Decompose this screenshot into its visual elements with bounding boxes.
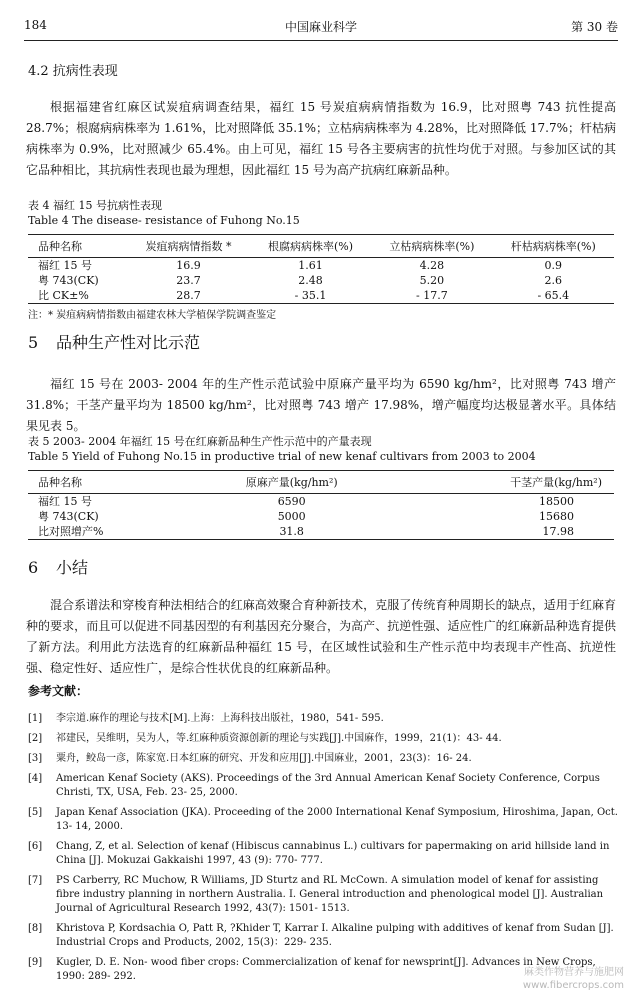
reference-item bbox=[28, 732, 618, 746]
table-cell: 2.6 bbox=[544, 274, 563, 287]
table-cell: 31.8 bbox=[204, 524, 380, 540]
table-row bbox=[28, 288, 614, 304]
site-watermark bbox=[523, 966, 624, 992]
watermark-line-cn: 麻类作物营养与施肥网 bbox=[524, 967, 624, 978]
table-4-header-cell: 根腐病病株率(%) bbox=[250, 235, 371, 258]
table-row bbox=[28, 524, 614, 540]
table-row bbox=[28, 509, 614, 524]
section-6-heading bbox=[28, 555, 88, 578]
table-5-header-row bbox=[28, 471, 614, 494]
table-cell: 15680 bbox=[539, 510, 574, 523]
table-4-header-cell: 立枯病病株率(%) bbox=[371, 235, 492, 258]
table-5-caption-cn: 表 5 2003- 2004 年福红 15 号在红麻新品种生产性示范中的产量表现 bbox=[28, 435, 372, 448]
reference-text: 李宗道.麻作的理论与技术[M].上海：上海科技出版社，1980，541- 595. bbox=[56, 713, 384, 724]
reference-number: [4] bbox=[28, 773, 43, 784]
reference-text: 粟舟，鲛岛一彦，陈家宽.日本红麻的研究、开发和应用[J].中国麻业，2001，23(3)：16- 24. bbox=[56, 753, 472, 764]
table-row bbox=[28, 273, 614, 288]
section-5-title: 品种生产性对比示范 bbox=[56, 333, 201, 352]
reference-text: American Kenaf Society (AKS). Proceedings of the 3rd Annual American Kenaf Society Conference, Corpus Christi, TX, USA, Feb. 23- 25, 2000. bbox=[56, 773, 600, 798]
reference-item bbox=[28, 840, 618, 868]
reference-text: Khristova P, Kordsachia O, Patt R, ?Khider T, Karrar I. Alkaline pulping with additives of kenaf from Sudan [J]. Industrial Crops and Products, 2002, 15(3)：229- 235. bbox=[56, 923, 614, 948]
running-header bbox=[24, 10, 618, 41]
table-row bbox=[28, 258, 614, 274]
reference-number: [2] bbox=[28, 733, 43, 744]
table-cell: 23.7 bbox=[176, 274, 201, 287]
reference-text: Chang, Z, et al. Selection of kenaf (Hibiscus cannabinus L.) cultivars for papermaking on arid hillside land in China [J]. Mokuzai Gakkaishi 1997, 43 (9): 770- 777. bbox=[56, 841, 610, 866]
table-5-header-cell: 原麻产量(kg/hm²) bbox=[204, 471, 380, 494]
table-4-header-row bbox=[28, 235, 614, 258]
reference-item bbox=[28, 874, 618, 916]
table-cell: 4.28 bbox=[419, 259, 445, 272]
table-cell: 5.20 bbox=[419, 274, 445, 287]
section-6-number: 6 bbox=[28, 558, 39, 577]
table-4 bbox=[28, 234, 614, 304]
table-cell: - 35.1 bbox=[250, 288, 371, 304]
reference-text: Kugler, D. E. Non- wood fiber crops: Commercialization of kenaf for newsprint[J]. Advances in New Crops, 1990: 289- 292. bbox=[56, 957, 596, 982]
table-cell: 粤 743(CK) bbox=[38, 510, 99, 523]
table-4-caption-en: Table 4 The disease- resistance of Fuhong No.15 bbox=[28, 214, 300, 227]
table-4-header-cell: 品种名称 bbox=[28, 235, 127, 258]
table-5-caption-en: Table 5 Yield of Fuhong No.15 in productive trial of new kenaf cultivars from 2003 to 2004 bbox=[28, 450, 536, 463]
reference-number: [3] bbox=[28, 753, 43, 764]
section-6-paragraph: 混合系谱法和穿梭育种法相结合的红麻高效聚合育种新技术，克服了传统育种周期长的缺点，适用于红麻育种的要求，而且可以促进不同基因型的有利基因充分聚合，为高产、抗逆性强、适应性广的红麻新品种选育提供了新方法。利用此方法选育的红麻新品种福红 15 号，在区域性试验和生产性示范中均表现丰产性高、抗逆性强、稳定性好、适应性广，是综合性状优良的红麻新品种。 bbox=[26, 598, 616, 675]
reference-number: [7] bbox=[28, 875, 43, 886]
volume-label: 第 30 卷 bbox=[571, 20, 618, 34]
section-5-number: 5 bbox=[28, 333, 39, 352]
references-list bbox=[28, 712, 618, 990]
table-cell: 17.98 bbox=[380, 524, 614, 540]
reference-item bbox=[28, 806, 618, 834]
table-4-header-cell: 杆枯病病株率(%) bbox=[493, 235, 614, 258]
table-cell: 比 CK±% bbox=[28, 288, 127, 304]
table-row bbox=[28, 494, 614, 510]
table-5-header-cell: 品种名称 bbox=[28, 471, 204, 494]
table-cell: 16.9 bbox=[176, 259, 201, 272]
reference-text: PS Carberry, RC Muchow, R Williams, JD Sturtz and RL McCown. A simulation model of kenaf for assisting fibre industry planning in northern Australia. I. General introduction and phenological model [J]. Australian Journal of Agricultural Research 1992, 43(7): 1501- 1513. bbox=[56, 875, 604, 914]
reference-text: Japan Kenaf Association (JKA). Proceeding of the 2000 International Kenaf Symposium, Hiroshima, Japan, Oct. 13- 14, 2000. bbox=[56, 807, 618, 832]
table-4-caption-cn: 表 4 福红 15 号抗病性表现 bbox=[28, 199, 162, 212]
table-cell: 6590 bbox=[277, 495, 306, 508]
section-4-2-paragraph: 根据福建省红麻区试炭疽病调查结果，福红 15 号炭疽病病情指数为 16.9，比对照粤 743 抗性提高 28.7%；根腐病病株率为 1.61%，比对照降低 35.1%；立枯病病株率为 4.28%，比对照降低 17.7%；杆枯病病株率为 0.9%，比对照减少 65.4%。由上可见，福红 15 号各主要病害的抗性均优于对照。与参加区试的其它品种相比，其抗病性表现也最为理想，因此福红 15 号为高产抗病红麻新品种。 bbox=[26, 100, 616, 177]
reference-number: [6] bbox=[28, 841, 43, 852]
watermark-line-url: www.fibercrops.com bbox=[522, 980, 624, 991]
table-cell: 比对照增产% bbox=[28, 524, 204, 540]
section-5-heading bbox=[28, 330, 200, 353]
table-cell: 福红 15 号 bbox=[38, 495, 92, 508]
reference-text: 祁建民，吴维明，吴为人，等.红麻种质资源创新的理论与实践[J].中国麻作，1999，21(1)：43- 44. bbox=[56, 733, 502, 744]
reference-number: [8] bbox=[28, 923, 43, 934]
table-cell: 1.61 bbox=[298, 259, 323, 272]
references-heading: 参考文献： bbox=[28, 684, 89, 698]
table-cell: 0.9 bbox=[544, 259, 563, 272]
reference-number: [5] bbox=[28, 807, 43, 818]
reference-number: [1] bbox=[28, 713, 43, 724]
table-cell: 5000 bbox=[277, 510, 306, 523]
table-cell: 粤 743(CK) bbox=[38, 274, 99, 287]
journal-name: 中国麻业科学 bbox=[284, 20, 357, 34]
reference-number: [9] bbox=[28, 957, 43, 968]
table-cell: - 17.7 bbox=[371, 288, 492, 304]
reference-item bbox=[28, 752, 618, 766]
table-cell: 18500 bbox=[539, 495, 574, 508]
table-4-header-cell: 炭疽病病情指数 * bbox=[127, 235, 250, 258]
page-number: 184 bbox=[24, 18, 47, 32]
section-5-paragraph: 福红 15 号在 2003- 2004 年的生产性示范试验中原麻产量平均为 6590 kg/hm²，比对照粤 743 增产 31.8%；干茎产量平均为 18500 kg/hm²，比对照粤 743 增产 17.98%，增产幅度均达极显著水平。具体结果见表 5。 bbox=[26, 377, 616, 433]
reference-item bbox=[28, 772, 618, 800]
table-5-header-cell: 干茎产量(kg/hm²) bbox=[380, 471, 614, 494]
table-cell: 福红 15 号 bbox=[38, 259, 92, 272]
reference-item bbox=[28, 922, 618, 950]
reference-item bbox=[28, 712, 618, 726]
table-cell: 28.7 bbox=[127, 288, 250, 304]
table-cell: - 65.4 bbox=[493, 288, 614, 304]
table-cell: 2.48 bbox=[298, 274, 323, 287]
section-6-title: 小结 bbox=[56, 558, 89, 577]
table-5 bbox=[28, 470, 614, 540]
table-4-note: 注：* 炭疽病病情指数由福建农林大学植保学院调查鉴定 bbox=[28, 310, 277, 321]
section-4-2-title: 4.2 抗病性表现 bbox=[28, 64, 118, 79]
